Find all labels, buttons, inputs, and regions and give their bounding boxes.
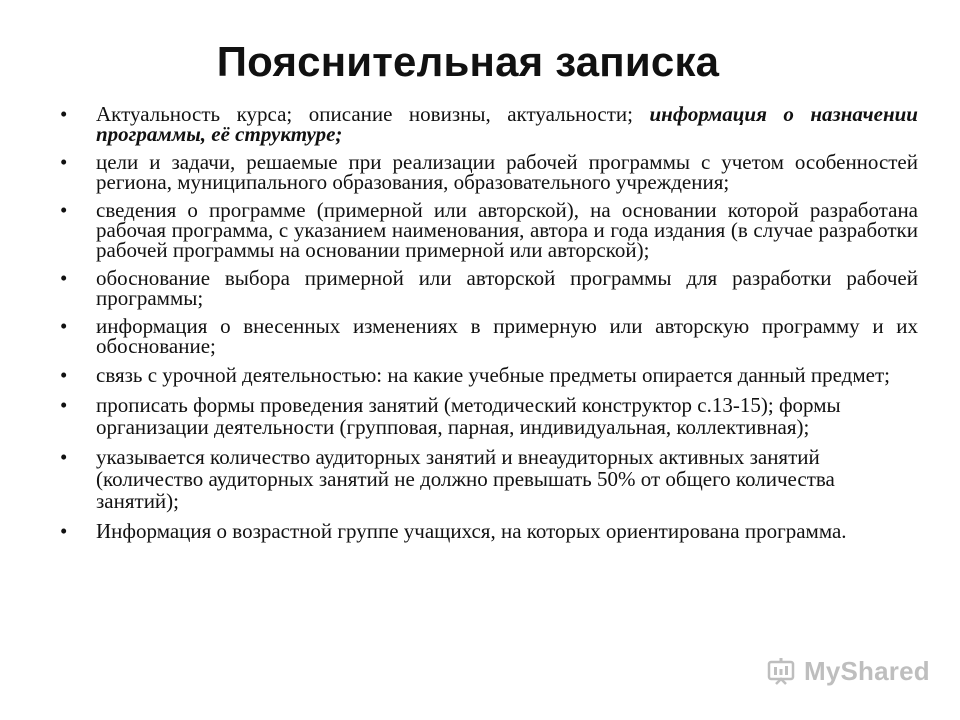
bullet-item-changes (56, 316, 918, 356)
presentation-board-icon (766, 657, 796, 687)
bullet-dot: • (60, 198, 68, 222)
bullet-dot: • (60, 519, 68, 543)
bullet-text-emphasis: информация о назначении программы, её структуре; (96, 102, 918, 146)
bullet-text: Информация о возрастной группе учащихся, на которых ориентирована программа. (96, 519, 847, 543)
bullet-dot: • (60, 266, 68, 290)
bullet-dot: • (60, 363, 68, 387)
bullet-item-hours (56, 446, 918, 512)
bullet-text: цели и задачи, решаемые при реализации рабочей программы с учетом особенностей региона, муниципального образования, образовательного учреждения; (96, 150, 918, 194)
bullet-list (56, 104, 918, 550)
bullet-item-lesson-link (56, 364, 918, 386)
watermark (766, 656, 930, 687)
bullet-text: сведения о программе (примерной или авторской), на основании которой разработана рабочая программа, с указанием наименования, автора и года издания (в случае разработки рабочей программы на основании примерной или авторской); (96, 198, 918, 262)
bullet-text-plain: Актуальность курса; описание новизны, актуальности; (96, 102, 650, 126)
bullet-dot: • (60, 314, 68, 338)
bullet-text: обоснование выбора примерной или авторской программы для разработки рабочей программы; (96, 266, 918, 310)
bullet-text: прописать формы проведения занятий (методический конструктор с.13-15); формы организации деятельности (групповая, парная, индивидуальная, коллективная); (96, 393, 841, 439)
bullet-item-course-relevance (56, 104, 918, 144)
bullet-item-choice-rationale (56, 268, 918, 308)
bullet-item-forms (56, 394, 918, 438)
bullet-dot: • (60, 445, 68, 469)
bullet-text (96, 104, 918, 144)
slide-title: Пояснительная записка (216, 38, 720, 85)
bullet-text: информация о внесенных изменениях в примерную или авторскую программу и их обоснование; (96, 314, 918, 358)
bullet-text: связь с урочной деятельностью: на какие учебные предметы опирается данный предмет; (96, 363, 890, 387)
bullet-item-age-group (56, 520, 918, 542)
bullet-item-goals (56, 152, 918, 192)
bullet-text: указывается количество аудиторных занятий и внеаудиторных активных занятий (количество аудиторных занятий не должно превышать 50% от общего количества занятий); (96, 445, 835, 513)
bullet-dot: • (60, 393, 68, 417)
bullet-dot: • (60, 102, 68, 126)
watermark-text: MyShared (804, 656, 930, 686)
bullet-dot: • (60, 150, 68, 174)
bullet-item-program-info (56, 200, 918, 260)
